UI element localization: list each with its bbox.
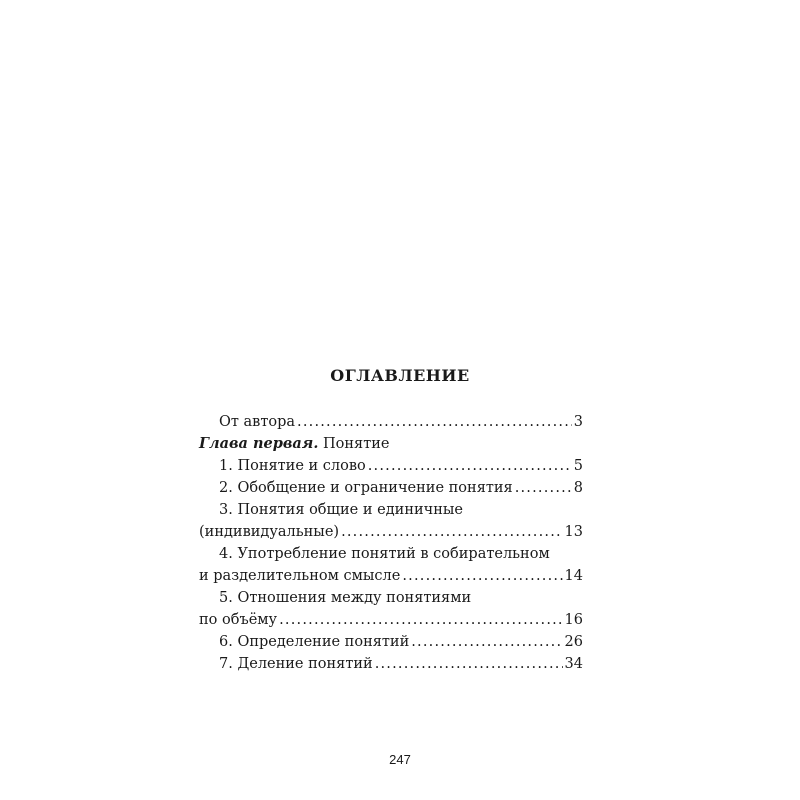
toc-entry-label-continued: по объёму [199, 612, 278, 628]
toc-entry-label: 1. Понятие и слово [219, 458, 366, 474]
toc-entry-page: 5 [573, 458, 583, 474]
toc-entry-label: 6. Определение понятий [219, 634, 410, 650]
toc-entry-label: 5. Отношения между понятиями [219, 590, 472, 606]
toc-entry-line2 [199, 565, 583, 587]
dot-leader [297, 411, 572, 433]
toc-entry-page: 34 [564, 656, 583, 672]
toc-entry [199, 411, 583, 433]
toc-entry-page: 3 [573, 414, 583, 430]
dot-leader [375, 653, 563, 675]
toc-entry [199, 653, 583, 675]
toc-entry-label: 3. Понятия общие и единичные [219, 502, 464, 518]
dot-leader [368, 455, 572, 477]
toc-entry-label-continued: (индивидуальные) [199, 524, 340, 540]
toc-entry-page: 16 [564, 612, 583, 628]
toc-entry-page: 26 [564, 634, 583, 650]
toc-entry-line1 [199, 587, 583, 609]
toc-entry-line1 [199, 499, 583, 521]
toc-entry [199, 455, 583, 477]
dot-leader [515, 477, 572, 499]
toc-entry-line1 [199, 543, 583, 565]
toc-entry-page: 14 [564, 568, 583, 584]
toc-chapter-heading [199, 433, 583, 455]
toc-entry-line2 [199, 521, 583, 543]
table-of-contents [199, 411, 583, 675]
chapter-title: Понятие [323, 436, 390, 452]
toc-entry-label: 7. Деление понятий [219, 656, 373, 672]
toc-heading: ОГЛАВЛЕНИЕ [330, 366, 470, 385]
toc-entry-label-continued: и разделительном смысле [199, 568, 401, 584]
page-number: 247 [389, 752, 411, 767]
dot-leader [402, 565, 562, 587]
toc-entry-line2 [199, 609, 583, 631]
chapter-prefix: Глава первая. [199, 435, 319, 452]
toc-entry [199, 477, 583, 499]
dot-leader [279, 609, 562, 631]
dot-leader [341, 521, 562, 543]
toc-entry-label: 4. Употребление понятий в собирательном [219, 546, 550, 562]
toc-entry-label: От автора [219, 414, 296, 430]
toc-entry-label: 2. Обобщение и ограничение понятия [219, 480, 513, 496]
toc-entry [199, 631, 583, 653]
toc-entry-page: 8 [573, 480, 583, 496]
toc-entry-page: 13 [564, 524, 583, 540]
dot-leader [411, 631, 562, 653]
